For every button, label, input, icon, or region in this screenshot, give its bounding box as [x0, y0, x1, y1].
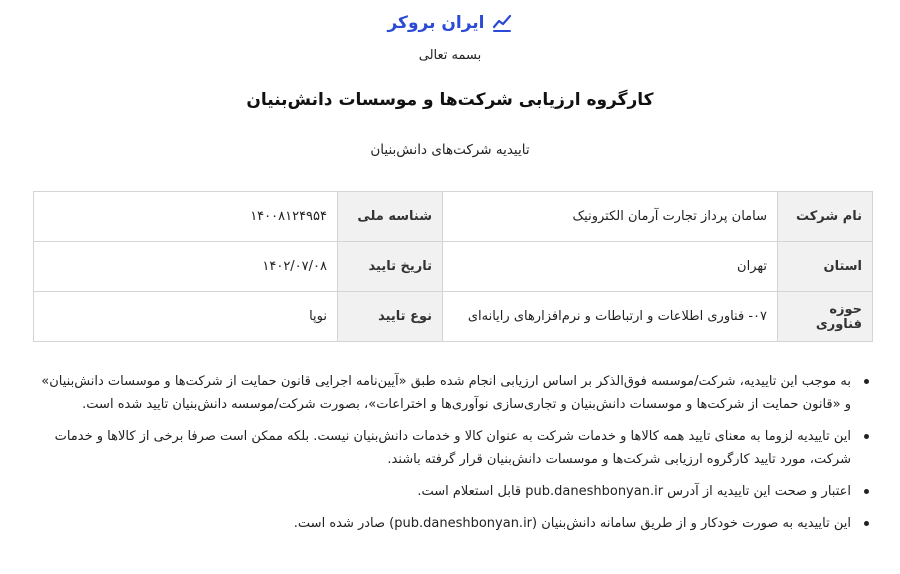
province-value: تهران [443, 242, 778, 292]
tech-field-value: ۰۷- فناوری اطلاعات و ارتباطات و نرم‌افزارهای رایانه‌ای [443, 292, 778, 342]
approval-date-label: تاریخ تایید [338, 242, 443, 292]
page-subtitle: تاییدیه شرکت‌های دانش‌بنیان [370, 142, 530, 158]
approval-type-label: نوع تایید [338, 292, 443, 342]
logo-text: ایران بروکر [387, 13, 485, 33]
company-info-table [33, 191, 873, 342]
bismillah-heading: بسمه تعالی [418, 48, 482, 63]
list-item: اعتبار و صحت این تاییدیه از آدرس pub.daneshbonyan.ir قابل استعلام است. [33, 480, 851, 503]
company-name-value: سامان پرداز تجارت آرمان الکترونیک [443, 192, 778, 242]
table-row [34, 292, 873, 342]
national-id-label: شناسه ملی [338, 192, 443, 242]
approval-type-value: نوپا [34, 292, 338, 342]
company-name-label: نام شرکت [778, 192, 873, 242]
chart-trend-icon [491, 12, 513, 34]
province-label: استان [778, 242, 873, 292]
table-row [34, 192, 873, 242]
page-title: کارگروه ارزیابی شرکت‌ها و موسسات دانش‌بنیان [246, 90, 654, 110]
list-item: این تاییدیه لزوما به معنای تایید همه کالاها و خدمات شرکت به عنوان کالا و خدمات دانش‌بنیان نیست. بلکه ممکن است صرفا برخی از کالاها و خدمات شرکت، مورد تایید کارگروه ارزیابی شرکت‌ها و موسسات دانش‌بنیان قرار گرفته باشند. [33, 425, 851, 471]
tech-field-label: حوزه فناوری [778, 292, 873, 342]
notes-list [33, 370, 873, 544]
table-row [34, 242, 873, 292]
approval-date-value: ۱۴۰۲/۰۷/۰۸ [34, 242, 338, 292]
national-id-value: ۱۴۰۰۸۱۲۴۹۵۴ [34, 192, 338, 242]
list-item: به موجب این تاییدیه، شرکت/موسسه فوق‌الذکر بر اساس ارزیابی انجام شده طبق «آیین‌نامه اجرایی قانون حمایت از شرکت‌ها و موسسات دانش‌بنیان» و «قانون حمایت از شرکت‌ها و موسسات دانش‌بنیان و تجاری‌سازی نوآوری‌ها و اختراعات»، بصورت شرکت/موسسه دانش‌بنیان تایید شده است. [33, 370, 851, 416]
brand-logo [0, 12, 900, 34]
list-item: این تاییدیه به صورت خودکار و از طریق سامانه دانش‌بنیان (pub.daneshbonyan.ir) صادر شده است. [33, 512, 851, 535]
